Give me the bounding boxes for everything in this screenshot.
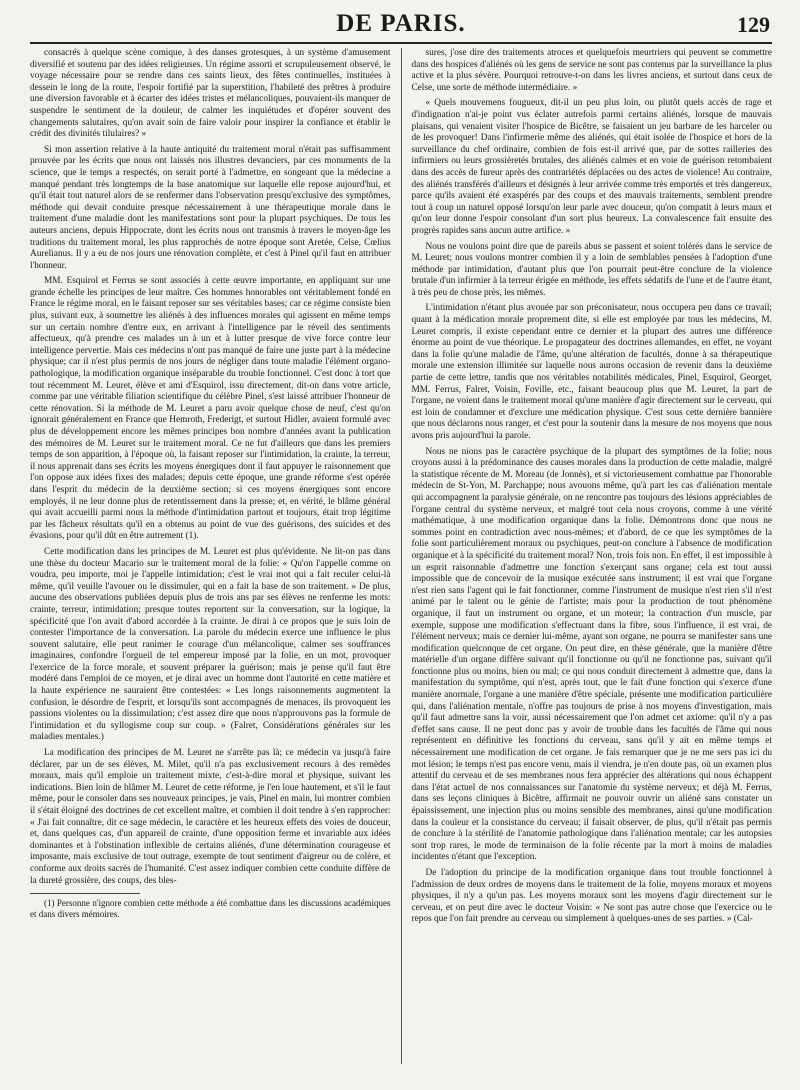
paragraph: sures, j'ose dire des traitements atroces et quelquefois meurtriers qui peuvent se commettre dans des hospices d'aliénés où les gens de service ne sont pas contenus par la surveillance la plus active et la plus sévère. Pourquoi retrouve-t-on dans les livres anciens, et surtout dans ceux de Celse, une sorte de méthode intermédiaire. » [411,48,772,93]
paragraph: Si mon assertion relative à la haute antiquité du traitement moral n'était pas suffisamment prouvée par les écrits que nous ont laissés nos illustres devanciers, par ces monuments de la science, que le temps a respectés, on serait porté à l'admettre, en songeant que la médecine a manqué pendant très longtemps de la base anatomique sur laquelle elle repose aujourd'hui, et qu'il était tout naturel alors de se renfermer dans l'observation presqu'exclusive des symptômes, méthode qui devait conduire presque nécessairement à une thérapeutique morale dans le traitement d'une maladie dont les manifestations sont pour la plupart psychiques. De tous les auteurs anciens, depuis Hippocrate, dont les écrits nous ont transmis à travers le moyen-âge les traditions du traitement moral, les plus rapprochés de notre époque sont Aretée, Celse, Cœlius Aurelianus. Il y a eu de nos jours une rénovation complète, et c'est à Pinel qu'il faut en attribuer l'honneur. [30,144,391,271]
paragraph: L'intimidation n'étant plus avouée par son préconisateur, nous occupera peu dans ce travail; quant à la médication morale proprement dite, si elle est employée par tous les médecins, M. Leuret compris, il existe cependant entre ce dernier et la plupart des autres une différence énorme au point de vue théorique. Le propagateur des doctrines allemandes, en effet, ne voyant dans la folie qu'une maladie de l'âme, qu'une altération de facultés, donne à sa thérapeutique morale une extension illimitée sur laquelle nous aurons occasion de revenir dans la deuxième partie de cette lettre, tandis que nos véritables notabilités médicales, Pinel, Esquirol, Georget, MM. Ferrus, Falret, Voisin, Foville, etc., faisant beaucoup plus que M. Leuret, la part de l'organe, ne voient dans le traitement moral qu'une manière d'agir directement sur le cerveau, qui est loin de condamner et d'exclure une médication physique. C'est sous cette dernière bannière que nous déclarons nous ranger, et c'est pour la soutenir dans la mesure de nos moyens que nous avons pris aujourd'hui la parole. [411,303,772,441]
page-header [30,8,772,44]
paragraph: consacrés à quelque scène comique, à des danses grotesques, à un système d'amusement diversifié et soutenu par des idées religieuses. Un régime assorti et scrupuleusement observé, le voyage nécessaire pour se rendre dans ces saints lieux, des fêtes continuelles, instituées à dessein le long de la route, l'espoir fortifié par la superstition, l'habileté des prêtres à produire une diversion favorable et à écarter des idées tristes et mélancoliques, pouvaient-ils manquer de suspendre le sentiment de la douleur, de calmer les inquiétudes et d'opérer souvent des changements salutaires, qu'on avait soin de faire valoir pour inspirer la confiance et établir le crédit des divinités tilulaires? » [30,48,391,140]
text-columns [30,48,772,1064]
paragraph: La modification des principes de M. Leuret ne s'arrête pas là; ce médecin va jusqu'à faire déclarer, par un de ses élèves, M. Milet, qu'il n'a pas exclusivement recours à des remèdes moraux, mais qu'il emploie un traitement mixte, c'est-à-dire moral et physique, suivant les indications. Bien loin de blâmer M. Leuret de cette réforme, je l'en loue hautement, et s'il le faut même, pour le consoler dans ses nouveaux principes, je vais, Pinel en main, lui montrer combien il s'était éloigné des doctrines de cet excellent maître, et combien il doit tendre à s'en rapprocher: « J'ai fait connaître, dit ce sage médecin, le caractère et les heureux effets des voies de douceur, et, dans quelques cas, d'un appareil de crainte, d'une opposition ferme et invariable aux idées dominantes et à l'obstination inflexible de certains aliénés, d'une détermination courageuse et imposante, mais exclusive de tout outrage, exempte de tout sentiment d'aigreur ou de colère, et conforme aux droits sacrés de l'humanité. C'est assez indiquer combien cette conduite diffère de la dureté grossière, des coups, des bles- [30,748,391,886]
footnote-divider [30,893,140,894]
paragraph: De l'adoption du principe de la modification organique dans tout trouble fonctionnel à l'admission de deux ordres de moyens dans le traitement de la folie, moyens moraux et moyens physiques, il n'y a qu'un pas. Les moyens moraux sont les moyens d'agir directement sur le cerveau, et on peut dire avec le docteur Voisin: « Ne sont pas autre chose que l'exercice ou le repos que l'on fait prendre au cerveau ou simplement à quelques-unes de ses parties. » (Cal- [411,867,772,925]
paragraph: Cette modification dans les principes de M. Leuret est plus qu'évidente. Ne lit-on pas dans une thèse du docteur Macario sur le traitement moral de la folie: « Qu'on l'appelle comme on voudra, peu importe, moi je l'appelle intimidation; c'est le vrai mot qui a fait reculer celui-là même, qu'il veuille l'avouer ou le dissimuler, qui en a fait la base de son traitement. » De plus, aucune des observations publiées depuis plus de trois ans par ses élèves ne renferme les mots: crainte, terreur, intimidation; presque toutes reportent sur la conversation, sur la logique, la spécificité que l'on avait d'abord accordée à la crainte. Je dirai à ce propos que je suis loin de contester l'importance de la conversation. La parole du médecin exerce une influence le plus souvent salutaire, elle peut ranimer le courage d'un mélancolique, calmer ses souffrances imaginaires, confondre l'orgueil de tel empereur imposé par la folie, en un mot, provoquer l'exercice de la force morale, et souvent préparer la guérison; mais je pense qu'il faut être modéré dans l'emploi de ce moyen, et je dirai avec un homme dont l'autorité en cette matière et la haute expérience ne sauraient être contestées: « Les longs raisonnements augmentent la confusion, le désordre de l'esprit, et lorsqu'ils sont accompagnés de menaces, ils provoquent les passions violentes ou la dissimulation; c'est assez dire que nous n'approuvons pas la formule de l'intimidation et du syllogisme coup sur coup. » (Falret, Considérations générales sur les maladies mentales.) [30,546,391,743]
column-rule [401,48,402,1064]
paragraph: Nous ne nions pas le caractère psychique de la plupart des symptômes de la folie; nous croyons aussi à la prédominance des causes morales dans la production de cette maladie, malgré la statistique récente de M. Moreau (de Jonnès), et si victorieusement combattue par l'honorable médecin de St-Yon, M. Parchappe; nous avouons même, qu'à part les cas d'aliénation mentale qui accompagnent la paralysie générale, on ne rencontre pas toujours des lésions appréciables de l'organe central du système nerveux, et malgré tout cela nous croyons, comme à une vérité mathématique, à une modification organique dans la folie. Démontrons donc que nous ne sommes point en contradiction avec nous-mêmes; et d'abord, de ce que les symptômes de la folie sont particulièrement moraux ou psychiques, peut-on conclure à l'absence de modification organique et à la spécificité du traitement moral? Non, trois fois non. En effet, il est impossible à un esprit raisonnable d'admettre une fonction s'exerçant sans organe; cela est tout aussi impossible que de concevoir de la musique exécutée sans instrument; il est vrai que l'organe n'est rien sans l'agent qui le fait fonctionner, comme l'instrument de musique n'est rien s'il n'est animé par le talent ou le génie de l'artiste; mais pour la production de tout phénomène organique, il faut un instrument ou organe, et un moteur; la contraction d'un muscle, par exemple, suppose une modification s'effectuant dans la fibre, sous l'influence, il est vrai, de l'élément nerveux; mais ce dernier lui-même, ayant son organe, ne pourra se manifester sans une modification quelconque de cet organe. On peut dire, en thèse générale, que la manière d'être matérielle d'un organe diffère suivant qu'il fonctionne ou qu'il ne fonctionne pas, suivant qu'il fonctionne plus ou moins, bien ou mal; ce qui nous conduit directement à admettre que, dans la manifestation du symptôme, qui n'est, après tout, que le fait d'une fonction qui s'exerce d'une manière anormale, l'organe a une manière d'être spéciale, présente une modification particulière qui, dans l'aliénation mentale, n'offre pas toujours de prise à nos moyens d'investigation, mais qu'il faut admettre sans la voir, aussi nécessairement que l'on admet cet axiome: qu'il n'y a pas d'effet sans cause. Il ne peut donc pas y avoir de trouble dans les facultés de l'âme qui nous représentent en définitive les fonctions du cerveau, sans qu'il y ait en même temps et nécessairement une modification de cet organe. Je fais remarquer que je ne me sers pas ici du mot lésion; le temps n'est pas encore venu, mais il viendra, je n'en doute pas, où un examen plus attentif du cerveau et de ses membranes nous fera apprécier des altérations qui nous échappent dans l'état actuel de nos connaissances sur l'anatomie du système nerveux; et déjà M. Ferrus, dans ses leçons cliniques à Bicêtre, affirmait ne pouvoir ouvrir un aliéné sans constater un épaississement, une injection plus ou moins sensible des membranes, ainsi qu'une modification dans la couleur et la consistance du cerveau; il faisait observer, de plus, qu'il n'était pas permis de conclure à la stérilité de l'anatomie pathologique dans l'aliénation mentale; car les autopsies sont trop rares, le mode de terminaison de la folie récente par la mort à moins de maladies incidentes n'étant que l'exception. [411,446,772,863]
paragraph: MM. Esquirol et Ferrus se sont associés à cette œuvre importante, en appliquant sur une grande échelle les principes de leur maître. Ces hommes honorables ont véritablement fondé en France le régime moral, en le faisant reposer sur ses véritables bases; car ce régime consiste bien plus, suivant eux, à soumettre les aliénés à des influences morales qui agissent en même temps sur un certain nombre d'entre eux, en arrivant à l'intelligence par le réveil des sentiments affectueux, qu'à prendre ces malades un à un et à lutter presque de vive force contre leur intelligence pervertie. Mais ces médecins n'ont pas manqué de faire une juste part à la médecine physique; car il n'est plus permis de nos jours de négliger dans toute maladie l'élément organo-pathologique, la modification organique inséparable du trouble fonctionnel. C'est donc à tort que tout récemment M. Leuret, élève et ami d'Esquirol, issu directement, dit-on dans votre article, comme par une véritable filiation scientifique du célèbre Pinel, s'est laissé attribuer l'honneur de cette rénovation. Si la méthode de M. Leuret a paru avoir quelque chose de neuf, c'est qu'on ignorait généralement en France que Hemroth, Frederigt, et surtout Hidler, avaient formulé avec plus de développement encore les mêmes principes bon nombre d'années avant la publication des mémoires de M. Leuret sur le traitement moral. Ce ne fut d'ailleurs que dans les premiers temps de son apparition, à l'époque où, la faisant reposer sur l'intimidation, la crainte, la terreur, il nous apprenait dans ses écrits les moyens énergiques dont il faut appuyer le raisonnement que l'on oppose aux idées fixes des malades; depuis cette époque, une grande réforme s'est opérée dans l'esprit du médecin de la deuxième section; si ces moyens énergiques sont encore employés, il ne leur donne plus de retentissement dans la presse; et, en vérité, le blâme général qui avait accueilli parmi nous la méthode d'intimidation partout et toujours, était trop légitime par les fâcheux résultats qu'il en a obtenus au point de vue des guérisons, des suicides et des évasions, pour qu'il dût en être autrement (1). [30,276,391,542]
footnote: (1) Personne n'ignore combien cette méthode a été combattue dans les discussions académiques et dans divers mémoires. [30,898,391,920]
right-column [411,48,772,1064]
left-column [30,48,391,1064]
paragraph: Nous ne voulons point dire que de pareils abus se passent et soient tolérés dans le service de M. Leuret; nous voulons montrer combien il y a loin de semblables pensées à l'adoption d'une méthode par intimidation, d'autant plus que l'on pourrait peut-être conclure de la violence brutale d'un infirmier à la terreur érigée en méthode, les effets sédatifs de l'une et de l'autre étant, à très peu de chose près, les mêmes. [411,241,772,298]
paragraph: « Quels mouvemens fougueux, dit-il un peu plus loin, ou plutôt quels accès de rage et d'indignation n'ai-je point vus éclater autrefois parmi certains aliénés, lorsque de mauvais plaisans, qui venaient visiter l'hospice de Bicêtre, se faisaient un jeu barbare de les harceler ou de les provoquer! Dans l'infirmerie même des aliénés, qui était isolée de l'hospice et hors de la surveillance du chef ordinaire, combien de fois est-il arrivé que, par de sottes railleries des infirmiers ou leurs grossièretés brutales, des aliénés calmes et en voie de guérison retombaient dans des accès de fureur après des contrariétés déplacées ou des actes de violence! Au contraire, des aliénés transférés d'ailleurs et désignés à leur arrivée comme très emportés et très dangereux, parce qu'ils avaient été exaspérés par des coups et des mauvais traitements, semblent prendre tout à coup un naturel opposé lorsqu'on leur parle avec douceur, qu'on compatit à leurs maux et qu'on leur donne l'espoir consolant d'un sort plus heureux. La convalescence fait ensuite des progrès rapides sans aucun autre artifice. » [411,98,772,236]
page-number: 129 [737,12,770,37]
page-title: DE PARIS. [336,10,466,37]
